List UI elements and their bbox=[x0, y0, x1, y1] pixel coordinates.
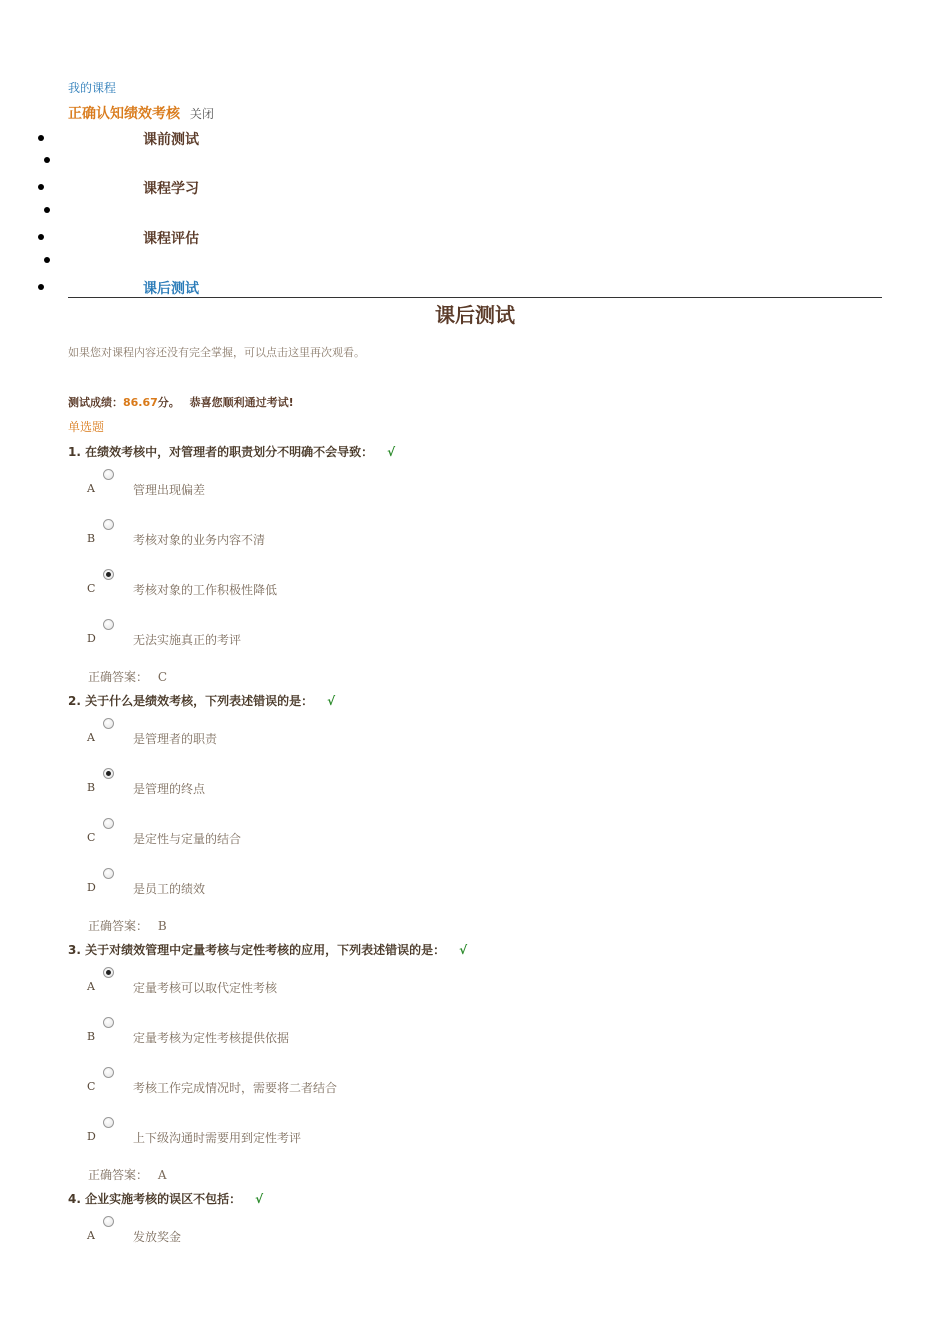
option-letter: A bbox=[87, 1229, 95, 1242]
answer-value: B bbox=[157, 919, 167, 933]
my-courses-link[interactable]: 我的课程 bbox=[68, 81, 117, 95]
option-radio-q3-d[interactable] bbox=[103, 1117, 114, 1128]
course-header bbox=[68, 103, 214, 123]
option-letter: A bbox=[87, 482, 95, 495]
nav-bullet bbox=[44, 157, 50, 163]
correct-check-icon: √ bbox=[255, 1192, 264, 1206]
correct-check-icon: √ bbox=[387, 445, 396, 459]
answer-value: A bbox=[157, 1168, 167, 1182]
correct-check-icon: √ bbox=[327, 694, 336, 708]
option-letter: D bbox=[87, 632, 96, 645]
score-value: 86.67 bbox=[123, 396, 158, 409]
option-letter: A bbox=[87, 731, 95, 744]
rewatch-link[interactable]: 如果您对课程内容还没有完全掌握，可以点击这里再次观看。 bbox=[68, 346, 365, 359]
tab-pre-test[interactable]: 课前测试 bbox=[143, 132, 199, 148]
question-number: 3. bbox=[68, 943, 81, 957]
option-radio-q3-a[interactable] bbox=[103, 967, 114, 978]
answer-label: 正确答案： bbox=[88, 1168, 149, 1182]
score-unit: 分。 bbox=[157, 396, 180, 409]
answer-label: 正确答案： bbox=[88, 670, 149, 684]
option-letter: C bbox=[87, 582, 96, 595]
option-text: 上下级沟通时需要用到定性考评 bbox=[133, 1131, 302, 1145]
option-text: 考核对象的工作积极性降低 bbox=[133, 583, 278, 597]
question-4 bbox=[68, 1190, 263, 1207]
question-3 bbox=[68, 941, 467, 958]
divider bbox=[68, 297, 882, 298]
answer-value: C bbox=[157, 670, 168, 684]
question-number: 2. bbox=[68, 694, 81, 708]
question-text: 关于对绩效管理中定量考核与定性考核的应用，下列表述错误的是： bbox=[85, 943, 446, 957]
pass-message: 恭喜您顺利通过考试! bbox=[189, 396, 294, 409]
option-text: 考核对象的业务内容不清 bbox=[133, 533, 266, 547]
correct-answer-q3 bbox=[88, 1166, 167, 1183]
tab-course-evaluation[interactable]: 课程评估 bbox=[143, 231, 199, 247]
option-radio-q1-a[interactable] bbox=[103, 469, 114, 480]
correct-answer-q2 bbox=[88, 917, 167, 934]
nav-bullet bbox=[38, 234, 44, 240]
option-text: 发放奖金 bbox=[133, 1230, 182, 1244]
option-letter: D bbox=[87, 881, 96, 894]
question-number: 1. bbox=[68, 445, 81, 459]
question-2 bbox=[68, 692, 335, 709]
close-link[interactable]: 关闭 bbox=[189, 107, 214, 121]
option-radio-q3-c[interactable] bbox=[103, 1067, 114, 1078]
option-letter: D bbox=[87, 1130, 96, 1143]
tab-post-test[interactable]: 课后测试 bbox=[143, 281, 199, 297]
test-score bbox=[68, 394, 294, 410]
nav-bullet bbox=[44, 257, 50, 263]
option-letter: B bbox=[87, 1030, 96, 1043]
option-radio-q3-b[interactable] bbox=[103, 1017, 114, 1028]
option-text: 定量考核可以取代定性考核 bbox=[133, 981, 278, 995]
option-radio-q2-c[interactable] bbox=[103, 818, 114, 829]
option-text: 是定性与定量的结合 bbox=[133, 832, 242, 846]
option-text: 是管理者的职责 bbox=[133, 732, 218, 746]
page-title: 课后测试 bbox=[435, 303, 515, 327]
option-radio-q1-d[interactable] bbox=[103, 619, 114, 630]
nav-bullet bbox=[38, 135, 44, 141]
option-text: 是员工的绩效 bbox=[133, 882, 206, 896]
option-radio-q1-b[interactable] bbox=[103, 519, 114, 530]
option-radio-q1-c[interactable] bbox=[103, 569, 114, 580]
option-letter: C bbox=[87, 831, 96, 844]
tab-course-study[interactable]: 课程学习 bbox=[143, 181, 199, 197]
course-title: 正确认知绩效考核 bbox=[68, 106, 180, 122]
correct-answer-q1 bbox=[88, 668, 167, 685]
option-letter: B bbox=[87, 532, 96, 545]
option-letter: B bbox=[87, 781, 96, 794]
question-text: 在绩效考核中，对管理者的职责划分不明确不会导致： bbox=[85, 445, 374, 459]
option-text: 管理出现偏差 bbox=[133, 483, 206, 497]
option-letter: A bbox=[87, 980, 95, 993]
question-text: 关于什么是绩效考核，下列表述错误的是： bbox=[85, 694, 314, 708]
answer-label: 正确答案： bbox=[88, 919, 149, 933]
option-radio-q2-a[interactable] bbox=[103, 718, 114, 729]
question-number: 4. bbox=[68, 1192, 81, 1206]
score-label: 测试成绩： bbox=[68, 396, 123, 409]
option-letter: C bbox=[87, 1080, 96, 1093]
option-radio-q2-b[interactable] bbox=[103, 768, 114, 779]
question-text: 企业实施考核的误区不包括： bbox=[85, 1192, 242, 1206]
option-text: 考核工作完成情况时，需要将二者结合 bbox=[133, 1081, 338, 1095]
option-text: 是管理的终点 bbox=[133, 782, 206, 796]
option-text: 定量考核为定性考核提供依据 bbox=[133, 1031, 290, 1045]
option-radio-q2-d[interactable] bbox=[103, 868, 114, 879]
correct-check-icon: √ bbox=[459, 943, 468, 957]
option-text: 无法实施真正的考评 bbox=[133, 633, 242, 647]
option-radio-q4-a[interactable] bbox=[103, 1216, 114, 1227]
nav-bullet bbox=[44, 207, 50, 213]
nav-bullet bbox=[38, 284, 44, 290]
nav-bullet bbox=[38, 184, 44, 190]
question-1 bbox=[68, 443, 395, 460]
section-single-choice: 单选题 bbox=[68, 420, 105, 434]
